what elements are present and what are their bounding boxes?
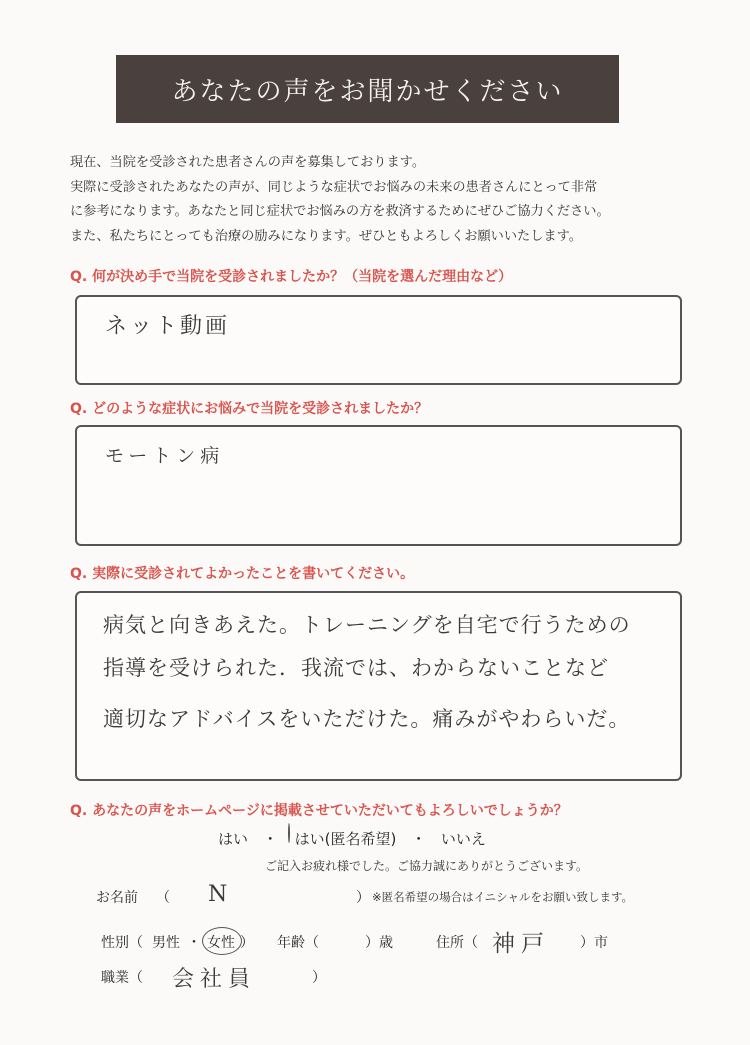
page-title: あなたの声をお聞かせください — [116, 55, 619, 123]
option-separator: ・ — [262, 830, 278, 848]
question-4: Q. あなたの声をホームページに掲載させていただいてもよろしいでしょうか？ — [70, 803, 568, 819]
answer-3-line: 病気と向きあえた。トレーニングを自宅で行うための — [103, 613, 631, 637]
option-yes[interactable]: はい — [218, 830, 249, 848]
intro-line: 実際に受診されたあなたの声が、同じような症状でお悩みの未来の患者さんにとって非常 — [70, 179, 598, 195]
gender-separator: ・ — [187, 935, 201, 951]
job-paren-close: ） — [312, 970, 326, 986]
option-no[interactable]: いいえ — [440, 830, 486, 848]
job-value[interactable]: 会社員 — [172, 967, 257, 992]
option-yes-anonymous[interactable] — [293, 830, 325, 848]
selection-circle — [288, 823, 290, 843]
age-suffix: ）歳 — [365, 935, 393, 951]
gender-female-text: 女性 — [207, 935, 235, 951]
answer-1-text: ネット動画 — [105, 314, 231, 339]
intro-line: に参考になります。あなたと同じ症状でお悩みの方を救済するためにぜひご協力ください。 — [70, 204, 610, 219]
selection-circle — [202, 927, 242, 955]
gender-female[interactable] — [207, 932, 235, 952]
gender-label: 性別（ — [101, 935, 143, 951]
address-suffix: ）市 — [580, 935, 608, 951]
answer-box-3[interactable] — [75, 591, 682, 781]
name-note: ※匿名希望の場合はイニシャルをお願い致します。 — [372, 890, 634, 904]
job-label: 職業（ — [101, 970, 143, 986]
publish-options — [218, 828, 486, 849]
answer-box-1[interactable] — [75, 295, 682, 385]
question-3: Q. 実際に受診されてよかったことを書いてください。 — [70, 566, 415, 582]
option-yes-anon-text: はい — [294, 830, 325, 848]
question-2: Q. どのような症状にお悩みで当院を受診されましたか？ — [70, 401, 429, 417]
intro-line: 現在、当院を受診された患者さんの声を募集しております。 — [70, 155, 426, 170]
gender-paren-close: ） — [240, 935, 254, 951]
address-value[interactable]: 神戸 — [492, 931, 550, 957]
name-label: お名前 — [96, 890, 138, 906]
intro-line: また、私たちにとっても治療の励みになります。ぜひともよろしくお願いいたします。 — [70, 228, 582, 244]
answer-3-line: 適切なアドバイスをいただけた。痛みがやわらいだ。 — [103, 707, 631, 731]
name-value[interactable]: N — [208, 882, 228, 907]
answer-box-2[interactable] — [75, 425, 682, 546]
thanks-text: ご記入お疲れ様でした。ご協力誠にありがとうございます。 — [265, 859, 589, 873]
name-paren-open: （ — [156, 890, 170, 906]
option-anon-label: (匿名希望) — [324, 830, 397, 848]
question-1: Q. 何が決め手で当院を受診されましたか？（当院を選んだ理由など） — [70, 269, 513, 285]
gender-male[interactable]: 男性 — [152, 935, 180, 951]
address-label: 住所（ — [436, 935, 478, 951]
answer-3-line: 指導を受けられた．我流では、わからないことなど — [103, 656, 609, 680]
name-paren-close: ） — [356, 890, 370, 906]
intro-text — [70, 151, 710, 249]
age-label: 年齢（ — [277, 935, 319, 951]
option-separator: ・ — [411, 830, 427, 848]
answer-2-text: モートン病 — [105, 445, 225, 467]
